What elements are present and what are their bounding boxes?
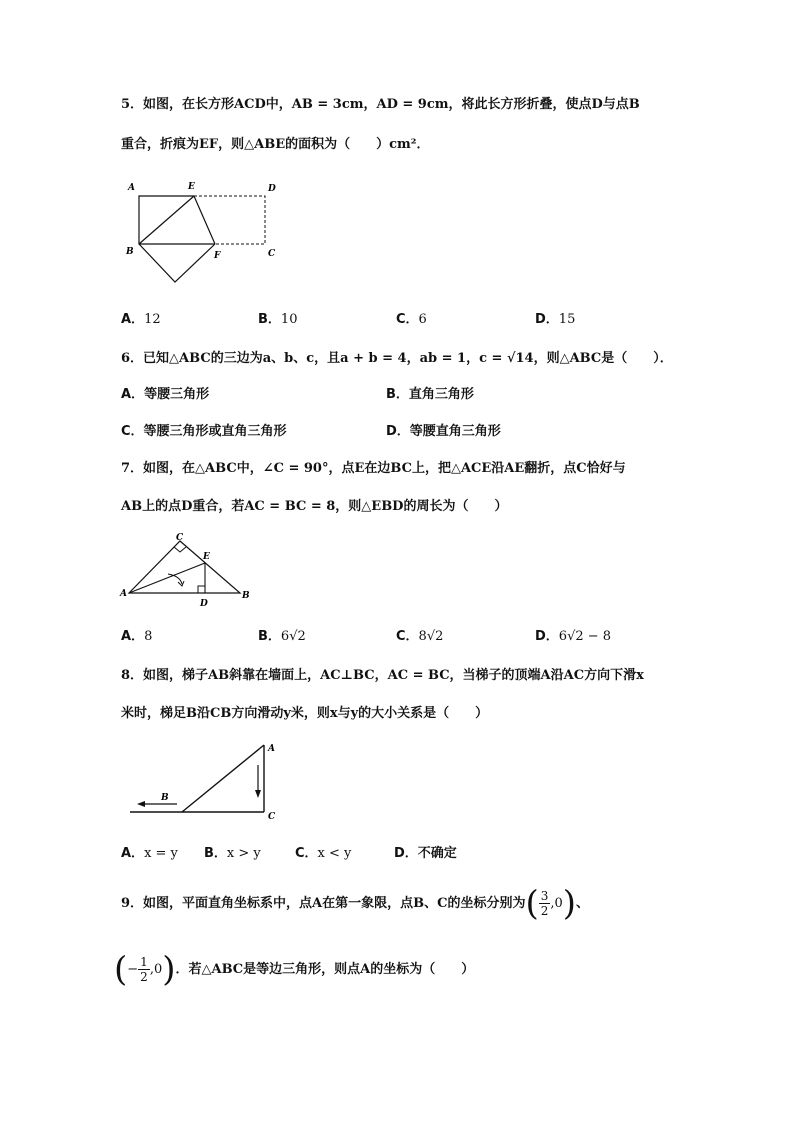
q9-line-1 [121, 883, 590, 924]
option-label: D． [394, 846, 418, 861]
q9-line1-end: 、 [576, 896, 590, 911]
q9-line-2 [114, 949, 475, 990]
q9-fraction-1 [539, 889, 551, 918]
option-label: D． [535, 312, 559, 327]
option-label: A． [121, 846, 145, 861]
option-value: 6√2 [280, 629, 306, 644]
q6-option-c[interactable] [121, 423, 287, 441]
q8-figure [125, 738, 285, 823]
option-label: A． [121, 629, 145, 644]
option-label: B． [386, 387, 409, 402]
q7-right-angle-d [198, 586, 205, 593]
q9-frac2-sign: − [127, 962, 139, 977]
q5-line-be [139, 196, 194, 244]
q7-fold-arrow [168, 574, 182, 584]
option-value: x > y [226, 846, 261, 861]
q6-option-b[interactable] [386, 386, 474, 404]
option-label: D． [386, 424, 410, 439]
q9-frac1-den: 2 [540, 904, 549, 918]
option-value: 8√2 [418, 629, 444, 644]
option-value: 等腰直角三角形 [409, 424, 501, 439]
option-value: 12 [144, 312, 161, 327]
q9-text-1: 9．如图，平面直角坐标系中，点A在第一象限，点B、C的坐标分别为 [121, 896, 526, 911]
option-value: 15 [558, 312, 576, 327]
q8-label-b: B [161, 793, 169, 803]
q5-option-c[interactable] [396, 311, 427, 329]
q9-frac1-num: 3 [540, 889, 549, 903]
option-value: 等腰三角形 [144, 387, 210, 402]
q9-paren-close-2: ) [162, 949, 176, 990]
option-value: 10 [280, 312, 298, 327]
q8-arrowhead-down [255, 790, 261, 798]
option-value: x < y [317, 846, 352, 861]
q5-rect-solid [139, 196, 215, 244]
q5-label-c: C [268, 249, 276, 259]
q8-ladder [182, 745, 264, 812]
q9-paren-close-1: ) [562, 883, 577, 924]
option-value: 直角三角形 [408, 387, 474, 402]
q8-option-d[interactable] [394, 845, 457, 863]
option-label: B． [204, 846, 227, 861]
q5-option-d[interactable] [535, 311, 575, 329]
q8-label-c: C [268, 812, 276, 822]
q5-label-f: F [214, 251, 221, 261]
option-label: D． [535, 629, 559, 644]
option-label: C． [295, 846, 318, 861]
q8-option-a[interactable] [121, 845, 178, 863]
q9-coord1-tail: ,0 [550, 896, 563, 911]
option-value: 6 [418, 312, 427, 327]
q5-label-a: A [128, 183, 135, 193]
option-label: C． [396, 312, 419, 327]
q5-folded [139, 244, 215, 282]
q7-right-angle-c [174, 547, 186, 552]
q6-option-d[interactable] [386, 423, 501, 441]
q7-figure [120, 530, 260, 610]
q9-coord2-tail: ,0 [149, 962, 163, 977]
q7-line-2: AB上的点D重合，若AC = BC = 8，则△EBD的周长为（ ） [121, 499, 508, 514]
q7-option-c[interactable] [396, 628, 443, 646]
option-value: 8 [144, 629, 153, 644]
q9-frac2-den: 2 [140, 970, 148, 984]
q7-label-a: A [120, 589, 127, 599]
q5-line-ef [194, 196, 215, 244]
q9-paren-open-1: ( [525, 883, 539, 924]
q8-line-2: 米时，梯足B沿CB方向滑动y米，则x与y的大小关系是（ ） [121, 706, 489, 721]
q6-line-1: 6．已知△ABC的三边为a、b、c，且a + b = 4，ab = 1，c = √14，则△ABC是（ ）． [121, 351, 673, 366]
q8-line-1: 8．如图，梯子AB斜靠在墙面上，AC⊥BC，AC = BC，当梯子的顶端A沿AC方向下滑x [121, 668, 644, 683]
q8-option-c[interactable] [295, 845, 351, 863]
q8-option-b[interactable] [204, 845, 261, 863]
q9-fraction-2 [138, 955, 150, 984]
q5-label-d: D [268, 184, 276, 194]
q5-figure [120, 178, 280, 288]
option-label: B． [258, 312, 281, 327]
q6-option-a[interactable] [121, 386, 209, 404]
q5-line-1: 5．如图，在长方形ACD中，AB = 3cm，AD = 9cm，将此长方形折叠，使点D与点B [121, 97, 640, 112]
q7-option-a[interactable] [121, 628, 152, 646]
option-label: A． [121, 387, 145, 402]
option-value: x = y [144, 846, 178, 861]
q5-label-b: B [126, 247, 134, 257]
option-value: 不确定 [417, 846, 457, 861]
q9-paren-open-2: ( [114, 949, 128, 990]
q5-option-a[interactable] [121, 311, 161, 329]
option-value: 等腰三角形或直角三角形 [143, 424, 287, 439]
option-label: C． [396, 629, 419, 644]
q7-label-b: B [242, 591, 250, 601]
option-value: 6√2 − 8 [558, 629, 612, 644]
q7-line-1: 7．如图，在△ABC中，∠C = 90°，点E在边BC上，把△ACE沿AE翻折，点C恰好与 [121, 461, 626, 476]
q5-option-b[interactable] [258, 311, 297, 329]
q7-option-d[interactable] [535, 628, 611, 646]
q7-label-c: C [176, 533, 184, 543]
q7-line-ae [129, 563, 205, 593]
q5-line-2: 重合，折痕为EF，则△ABE的面积为（ ）cm²． [121, 137, 430, 152]
q8-arrowhead-left [137, 801, 145, 807]
q7-label-d: D [200, 599, 208, 609]
option-label: A． [121, 312, 145, 327]
q9-frac2-num: 1 [140, 955, 148, 969]
q8-label-a: A [268, 744, 275, 754]
q7-label-e: E [203, 552, 210, 562]
q5-label-e: E [188, 182, 195, 192]
option-label: C． [121, 424, 144, 439]
option-label: B． [258, 629, 281, 644]
q9-line2-text: ．若△ABC是等边三角形，则点A的坐标为（ ） [175, 962, 475, 977]
q7-option-b[interactable] [258, 628, 306, 646]
